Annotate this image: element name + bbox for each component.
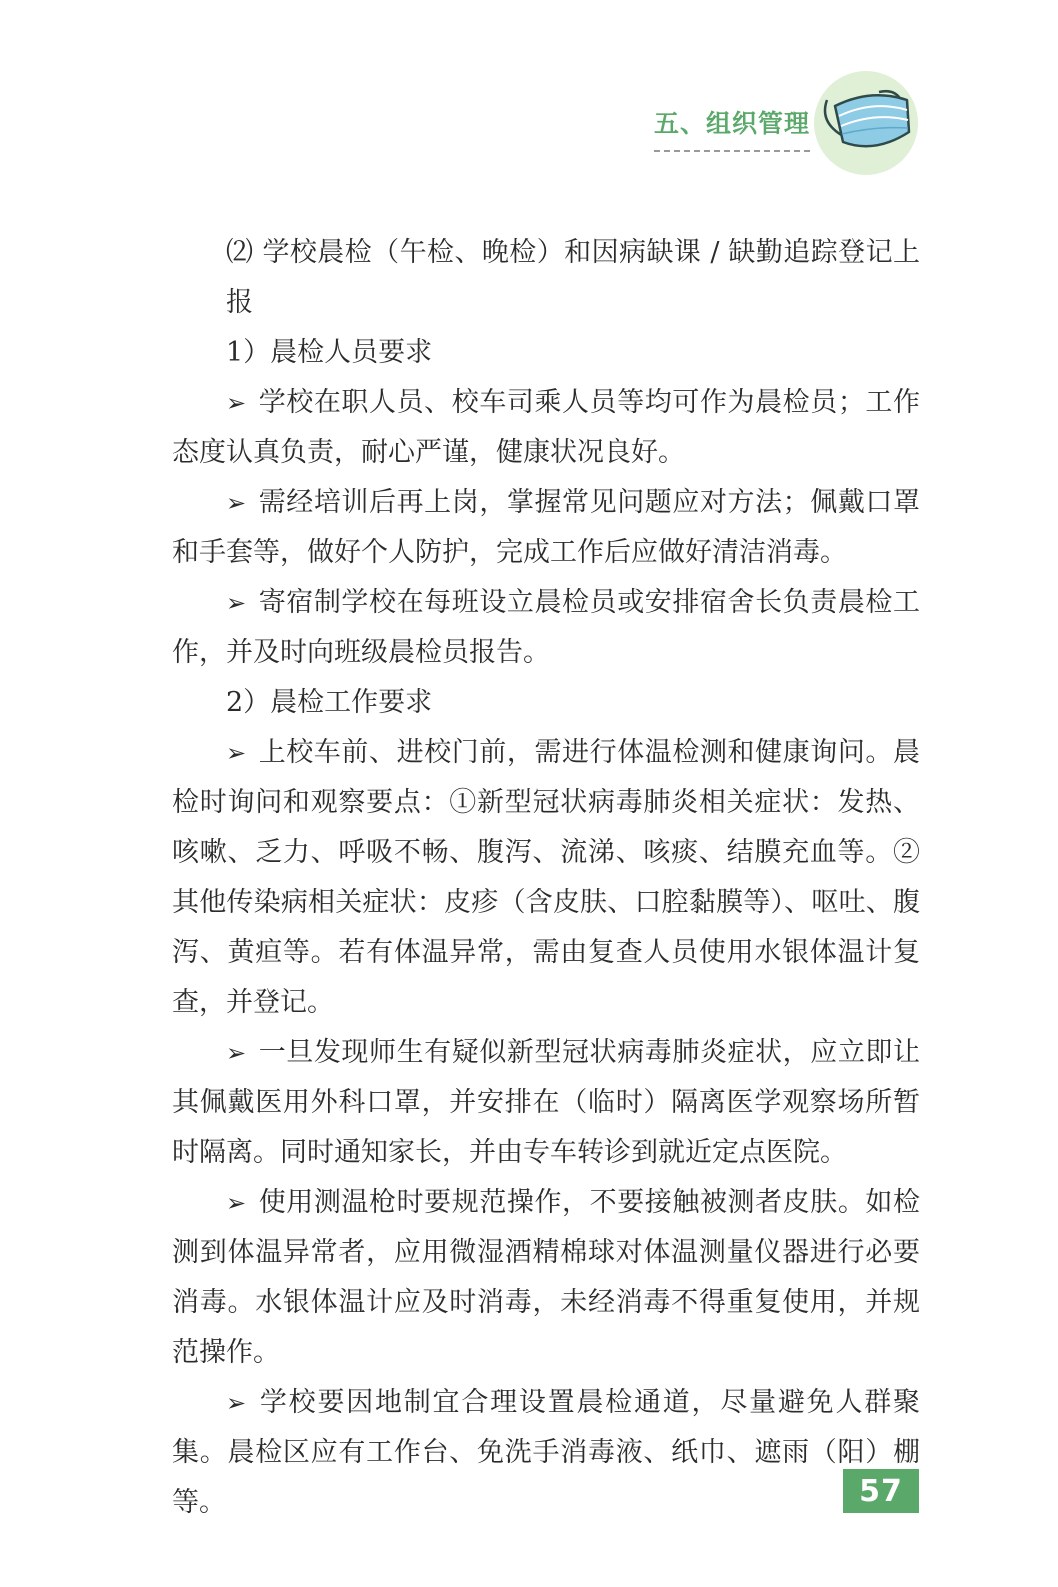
bullet-text: 上校车前、进校门前，需进行体温检测和健康询问。晨检时询问和观察要点：①新型冠状病毒肺炎相关症状：发热、咳嗽、乏力、呼吸不畅、腹泻、流涕、咳痰、结膜充血等。②其他传染病相关症状：皮疹（含皮肤、口腔黏膜等）、呕吐、腹泻、黄疸等。若有体温异常，需由复查人员使用水银体温计复查，并登记。 <box>172 737 920 1018</box>
bullet-text: 学校在职人员、校车司乘人员等均可作为晨检员；工作态度认真负责，耐心严谨，健康状况良好。 <box>172 387 920 468</box>
bullet-item <box>172 478 920 578</box>
page-number: 57 <box>843 1469 919 1513</box>
bullet-text: 一旦发现师生有疑似新型冠状病毒肺炎症状，应立即让其佩戴医用外科口罩，并安排在（临时）隔离医学观察场所暂时隔离。同时通知家长，并由专车转诊到就近定点医院。 <box>172 1037 920 1168</box>
chapter-header <box>640 100 810 170</box>
subsection-heading-1: 1）晨检人员要求 <box>226 337 433 368</box>
bullet-item <box>172 1378 920 1528</box>
subsection-heading-2: 2）晨检工作要求 <box>226 687 433 718</box>
arrow-bullet-icon: ➢ <box>226 489 247 517</box>
bullet-text: 使用测温枪时要规范操作，不要接触被测者皮肤。如检测到体温异常者，应用微湿酒精棉球对体温测量仪器进行必要消毒。水银体温计应及时消毒，未经消毒不得重复使用，并规范操作。 <box>172 1187 920 1368</box>
section-heading: ⑵ 学校晨检（午检、晚检）和因病缺课 / 缺勤追踪登记上报 <box>226 237 920 318</box>
arrow-bullet-icon: ➢ <box>226 589 247 617</box>
bullet-item <box>172 578 920 678</box>
bullet-item <box>172 1028 920 1178</box>
arrow-bullet-icon: ➢ <box>226 739 247 767</box>
chapter-title: 五、组织管理 <box>653 109 810 138</box>
bullet-item <box>172 1178 920 1378</box>
bullet-text: 学校要因地制宜合理设置晨检通道，尽量避免人群聚集。晨检区应有工作台、免洗手消毒液、纸巾、遮雨（阳）棚等。 <box>172 1387 920 1518</box>
arrow-bullet-icon: ➢ <box>226 1039 247 1067</box>
arrow-bullet-icon: ➢ <box>226 1389 247 1417</box>
bullet-item <box>172 378 920 478</box>
face-mask-icon <box>813 70 919 176</box>
arrow-bullet-icon: ➢ <box>226 1189 247 1217</box>
arrow-bullet-icon: ➢ <box>226 389 247 417</box>
document-body <box>172 228 920 1528</box>
bullet-item <box>172 728 920 1028</box>
bullet-text: 寄宿制学校在每班设立晨检员或安排宿舍长负责晨检工作，并及时向班级晨检员报告。 <box>172 587 920 668</box>
bullet-text: 需经培训后再上岗，掌握常见问题应对方法；佩戴口罩和手套等，做好个人防护，完成工作后应做好清洁消毒。 <box>172 487 920 568</box>
chapter-underline <box>654 150 810 152</box>
